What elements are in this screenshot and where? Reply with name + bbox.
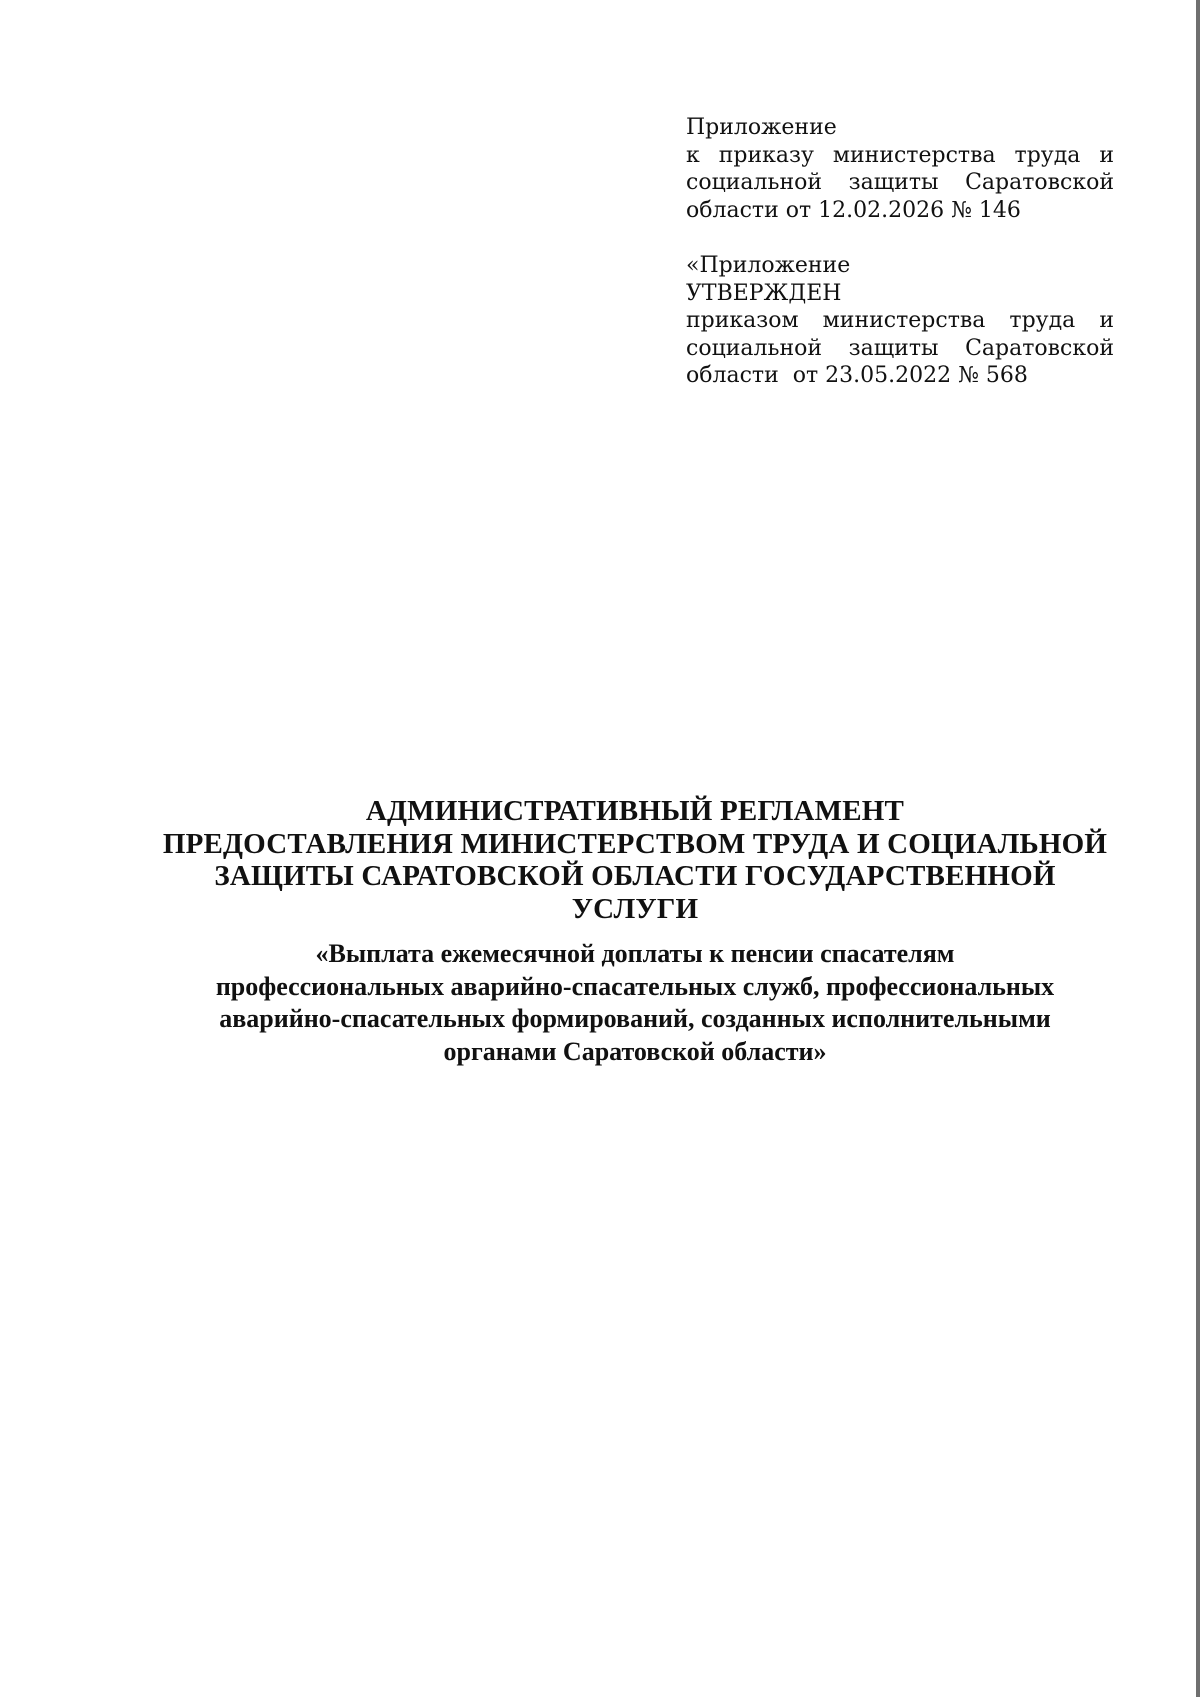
document-subtitle-line: органами Саратовской области» xyxy=(443,1036,827,1066)
appendix-label: Приложение xyxy=(686,115,837,140)
page-edge-divider xyxy=(1196,0,1200,1697)
appendix-order-line: к приказу министерства труда и xyxy=(686,142,1115,168)
approval-stamp-label: УТВЕРЖДЕН xyxy=(686,280,842,306)
document-subtitle-line: профессиональных аварийно-спасательных служб, профессиональных xyxy=(215,971,1055,1001)
approval-order-date: области от 23.05.2022 № 568 xyxy=(686,363,1028,388)
document-title-line: ПРЕДОСТАВЛЕНИЯ МИНИСТЕРСТВОМ ТРУДА И СОЦИАЛЬНОЙ xyxy=(162,827,1108,860)
document-subtitle xyxy=(120,938,1150,1068)
appendix-reference-block xyxy=(686,114,1114,224)
approval-ministry-line: социальной защиты Саратовской xyxy=(686,335,1115,361)
approval-appendix-label: «Приложение xyxy=(686,253,851,278)
document-title-line: АДМИНИСТРАТИВНЫЙ РЕГЛАМЕНТ xyxy=(365,795,905,827)
document-title-block xyxy=(120,795,1150,1068)
appendix-ministry-line: социальной защиты Саратовской xyxy=(686,170,1115,195)
appendix-order-date: области от 12.02.2026 № 146 xyxy=(686,197,1021,223)
document-subtitle-line: аварийно-спасательных формирований, созданных исполнительными xyxy=(219,1004,1051,1033)
approval-reference-block xyxy=(686,252,1114,390)
document-title-line: УСЛУГИ xyxy=(571,892,699,925)
approval-order-line: приказом министерства труда и xyxy=(686,308,1114,333)
document-subtitle-line: «Выплата ежемесячной доплаты к пенсии спасателям xyxy=(315,939,955,968)
document-title-line: ЗАЩИТЫ САРАТОВСКОЙ ОБЛАСТИ ГОСУДАРСТВЕННОЙ xyxy=(214,860,1056,892)
document-title xyxy=(120,795,1150,925)
